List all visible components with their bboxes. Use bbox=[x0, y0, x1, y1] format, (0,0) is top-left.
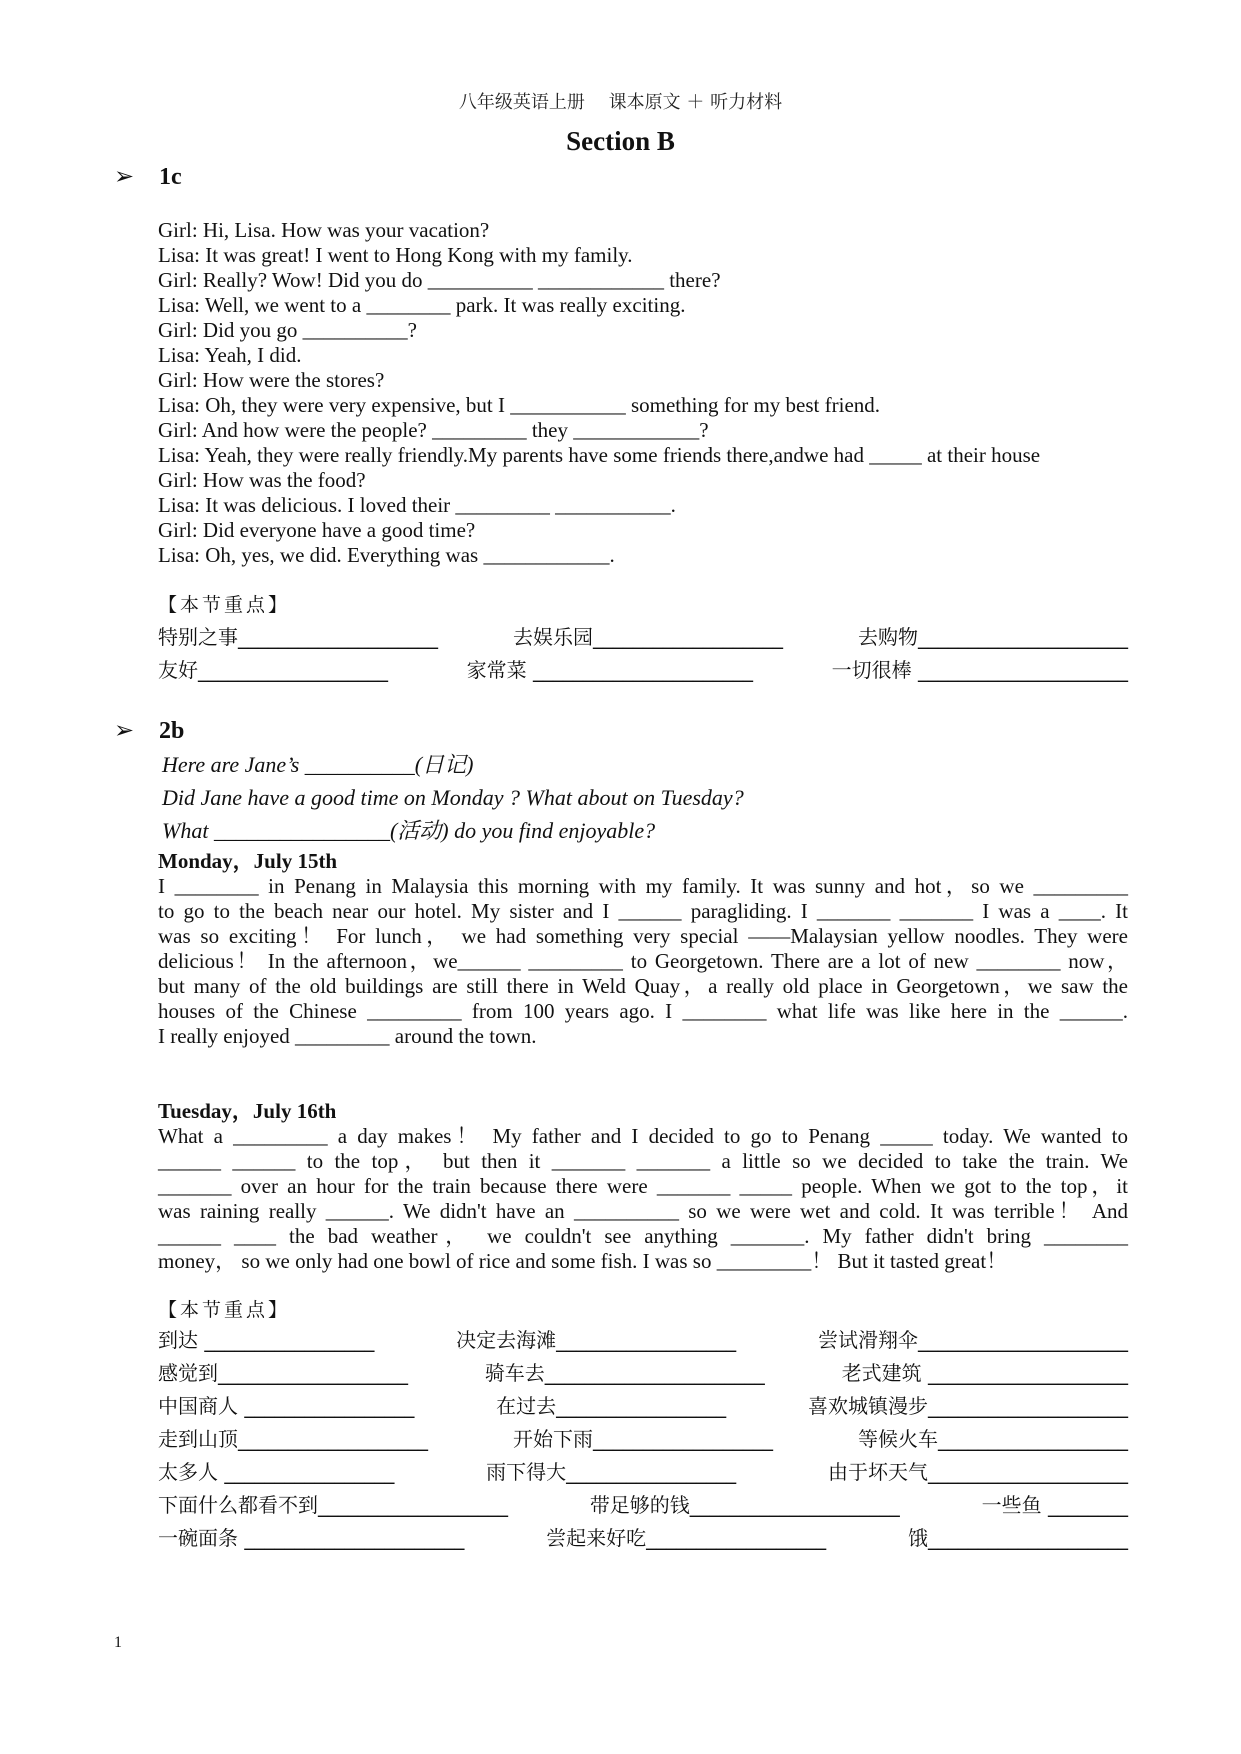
key-point: 等候火车___________________ bbox=[858, 1427, 1128, 1451]
diary-line: I really enjoyed _________ around the town. bbox=[158, 1024, 537, 1048]
dialogue-line: Lisa: It was great! I went to Hong Kong with my family. bbox=[158, 243, 633, 267]
key-point: 下面什么都看不到___________________ bbox=[158, 1493, 508, 1517]
key-point: 饿____________________ bbox=[907, 1526, 1128, 1550]
key-points-2b bbox=[158, 1295, 1128, 1555]
diary-line: delicious！ In the afternoon，we______ _________ to Georgetown. There are a lot of new ________ now， bbox=[158, 949, 1128, 973]
key-points-row bbox=[158, 1423, 1128, 1456]
key-point: 带足够的钱_____________________ bbox=[589, 1493, 900, 1517]
tuesday-entry bbox=[158, 1099, 1128, 1274]
section-title: Section B bbox=[566, 126, 675, 156]
diary-line: was raining really ______. We didn't have an __________ so we were wet and cold. It was terrible！ And bbox=[158, 1199, 1128, 1223]
key-point: 尝起来好吃__________________ bbox=[546, 1526, 827, 1550]
key-point: 由于坏天气____________________ bbox=[827, 1460, 1128, 1484]
key-point: 太多人 _________________ bbox=[158, 1460, 395, 1484]
key-point: 一些鱼 ________ bbox=[981, 1493, 1128, 1517]
diary-line: What a _________ a day makes！ My father and I decided to go to Penang _____ today. We wanted to bbox=[158, 1124, 1128, 1148]
monday-entry bbox=[158, 849, 1128, 1049]
questions-2b bbox=[162, 748, 1132, 847]
subsection-1c-heading bbox=[114, 162, 182, 191]
key-point: 友好___________________ bbox=[158, 658, 388, 682]
diary-line: houses of the Chinese _________ from 100 years ago. I ________ what life was like here in the ______. bbox=[158, 999, 1128, 1023]
dialogue-line: Girl: Really? Wow! Did you do __________ ____________ there? bbox=[158, 268, 721, 292]
dialogue-line: Lisa: It was delicious. I loved their _________ ___________. bbox=[158, 493, 676, 517]
key-point: 一切很棒 _____________________ bbox=[831, 658, 1128, 682]
key-point: 骑车去______________________ bbox=[484, 1361, 765, 1385]
diary-line: I ________ in Penang in Malaysia this morning with my family. It was sunny and hot，so we _________ bbox=[158, 874, 1128, 898]
key-points-row bbox=[158, 1357, 1128, 1390]
diary-line: was so exciting！ For lunch， we had something very special ——Malaysian yellow noodles. They were bbox=[158, 924, 1128, 948]
dialogue-line: Girl: And how were the people? _________ they ____________? bbox=[158, 418, 709, 442]
diary-date-heading: Monday，July 15th bbox=[158, 849, 338, 873]
page-number: 1 bbox=[114, 1634, 122, 1651]
page-header: 八年级英语上册 课本原文 ＋ 听力材料 bbox=[458, 92, 783, 113]
key-point: 走到山顶___________________ bbox=[158, 1427, 428, 1451]
key-points-row bbox=[158, 1390, 1128, 1423]
question-line: Here are Jane’s __________(日记) bbox=[162, 752, 474, 777]
key-point: 开始下雨__________________ bbox=[513, 1427, 773, 1451]
subsection-2b-heading bbox=[114, 716, 184, 745]
question-line: What ________________(活动) do you find enjoyable? bbox=[162, 818, 656, 843]
key-points-title: 【本节重点】 bbox=[158, 1299, 291, 1321]
dialogue-line: Girl: Hi, Lisa. How was your vacation? bbox=[158, 218, 490, 242]
dialogue-line: Girl: How was the food? bbox=[158, 468, 366, 492]
key-point: 去娱乐园___________________ bbox=[513, 625, 783, 649]
key-points-row bbox=[158, 1489, 1128, 1522]
key-point: 决定去海滩__________________ bbox=[456, 1328, 737, 1352]
diary-line: ______ ____ the bad weather， we couldn't see anything _______. My father didn't bring ________ bbox=[158, 1224, 1128, 1248]
dialogue-line: Girl: How were the stores? bbox=[158, 368, 385, 392]
diary-line: ______ ______ to the top， but then it _______ _______ a little so we decided to take the train. We bbox=[158, 1149, 1128, 1173]
key-point: 特别之事____________________ bbox=[158, 625, 438, 649]
arrow-bullet-icon: ➢ bbox=[114, 716, 135, 744]
dialogue-1c bbox=[158, 218, 1128, 568]
arrow-bullet-icon: ➢ bbox=[114, 162, 135, 190]
key-point: 尝试滑翔伞_____________________ bbox=[817, 1328, 1128, 1352]
dialogue-line: Lisa: Well, we went to a ________ park. It was really exciting. bbox=[158, 293, 686, 317]
key-point: 感觉到___________________ bbox=[158, 1361, 408, 1385]
key-point: 中国商人 _________________ bbox=[158, 1394, 415, 1418]
question-line: Did Jane have a good time on Monday ? What about on Tuesday? bbox=[162, 785, 744, 810]
key-point: 去购物_____________________ bbox=[858, 625, 1128, 649]
diary-line: _______ over an hour for the train because there were _______ _____ people. When we got to the top，it bbox=[158, 1174, 1128, 1198]
key-points-1c bbox=[158, 590, 1128, 687]
key-point: 家常菜 ______________________ bbox=[466, 658, 753, 682]
subsection-title: 1c bbox=[159, 164, 182, 190]
key-points-row bbox=[158, 1324, 1128, 1357]
key-points-title: 【本节重点】 bbox=[158, 594, 291, 616]
diary-line: to go to the beach near our hotel. My sister and I ______ paragliding. I _______ _______ I was a ____. It bbox=[158, 899, 1128, 923]
key-points-row bbox=[158, 621, 1128, 654]
diary-date-heading: Tuesday，July 16th bbox=[158, 1099, 337, 1123]
key-point: 在过去_________________ bbox=[496, 1394, 727, 1418]
dialogue-line: Lisa: Yeah, I did. bbox=[158, 343, 302, 367]
key-point: 到达 _________________ bbox=[158, 1328, 375, 1352]
key-points-row bbox=[158, 1522, 1128, 1555]
subsection-title: 2b bbox=[159, 718, 185, 744]
key-point: 雨下得大_________________ bbox=[486, 1460, 737, 1484]
key-points-row bbox=[158, 1456, 1128, 1489]
key-point: 一碗面条 ______________________ bbox=[158, 1526, 465, 1550]
diary-line: money， so we only had one bowl of rice and some fish. I was so _________！ But it tasted great！ bbox=[158, 1249, 1008, 1273]
diary-line: but many of the old buildings are still there in Weld Quay，a really old place in Georgetown，we saw the bbox=[158, 974, 1128, 998]
key-point: 老式建筑 ____________________ bbox=[841, 1361, 1128, 1385]
key-points-row bbox=[158, 654, 1128, 687]
dialogue-line: Girl: Did you go __________? bbox=[158, 318, 417, 342]
dialogue-line: Lisa: Oh, yes, we did. Everything was ____________. bbox=[158, 543, 615, 567]
dialogue-line: Lisa: Oh, they were very expensive, but I ___________ something for my best friend. bbox=[158, 393, 881, 417]
key-point: 喜欢城镇漫步____________________ bbox=[807, 1394, 1128, 1418]
dialogue-line: Lisa: Yeah, they were really friendly.My parents have some friends there,andwe had _____ at their house bbox=[158, 443, 1041, 467]
dialogue-line: Girl: Did everyone have a good time? bbox=[158, 518, 476, 542]
